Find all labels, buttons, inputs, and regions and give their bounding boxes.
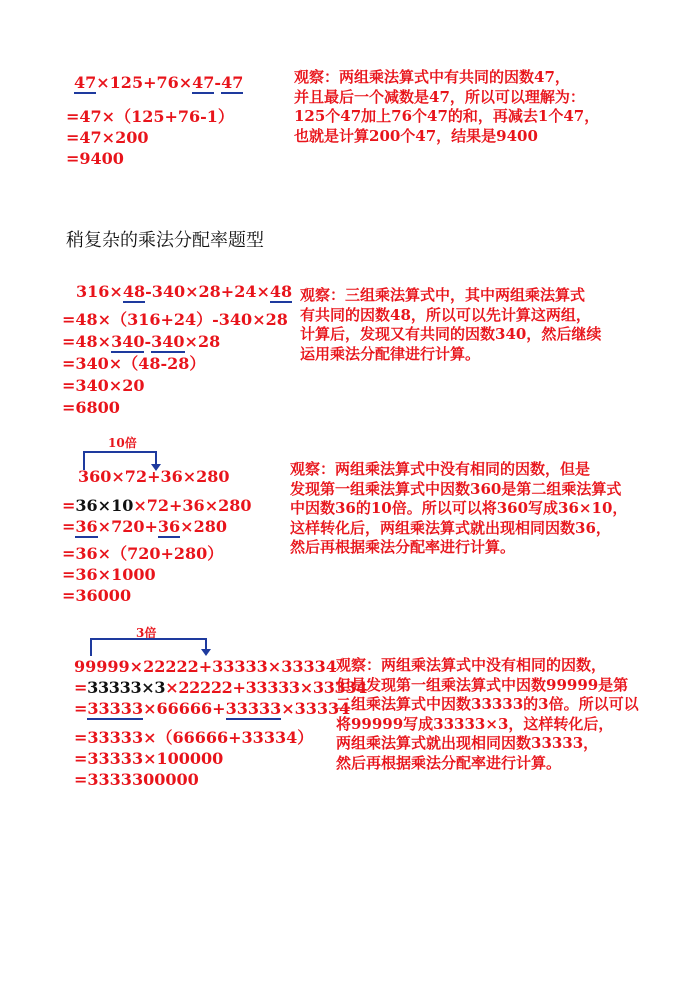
bracket-arrow-icon [88, 634, 214, 658]
note-line: 观察：三组乘法算式中，其中两组乘法算式 [300, 286, 586, 304]
note-line: 但是发现第一组乘法算式中因数99999是第 [336, 675, 629, 694]
note-line: 计算后，发现又有共同的因数340，然后继续 [300, 325, 602, 343]
equation-fragment: = [74, 678, 88, 697]
equation-line [62, 331, 220, 353]
underlined-factor: 340 [151, 332, 185, 351]
underlined-factor: 47 [221, 73, 244, 92]
equation-fragment: ×22222+33333×33334 [165, 678, 368, 697]
note-line: 然后再根据乘法分配率进行计算。 [290, 538, 516, 556]
equation-fragment: ×72+36×280 [133, 496, 252, 515]
note-line: 观察：两组乘法算式中没有相同的因数，但是 [290, 460, 591, 478]
note-line: 二组乘法算式中因数33333的3倍。所以可以 [336, 695, 639, 713]
observation-note [300, 286, 601, 364]
equation-line [62, 516, 227, 538]
note-line: 有共同的因数48，所以可以先计算这两组， [300, 305, 591, 324]
equation-line: =6800 [62, 398, 120, 417]
equation-line: =3333300000 [74, 770, 199, 789]
underlined-factor: 36 [157, 517, 181, 536]
note-line: 观察：两组乘法算式中有共同的因数47， [294, 68, 570, 86]
observation-note [294, 68, 599, 146]
equation-line [74, 677, 367, 698]
equation-fragment: ×10 [97, 496, 134, 515]
equation-fragment: = [74, 699, 88, 718]
equation-fragment: ×33334 [281, 699, 351, 718]
equation-line: =340×（48-28） [62, 354, 206, 373]
underlined-factor: 48 [269, 282, 293, 301]
equation-fragment: ×125+76× [96, 73, 193, 92]
equation-line: =36×1000 [62, 565, 156, 584]
equation-fragment: -340×28+24× [145, 282, 270, 301]
equation-fragment: ×280 [180, 517, 227, 536]
equation-line: 360×72+36×280 [78, 467, 230, 486]
note-line: 这样转化后，两组乘法算式就出现相同因数36， [290, 518, 611, 537]
section-heading: 稍复杂的乘法分配率题型 [66, 230, 264, 251]
arrow-label: 3倍 [136, 626, 157, 640]
equation-fragment: 33333×3 [87, 678, 166, 697]
underlined-factor: 47 [74, 73, 97, 92]
underlined-factor: 48 [122, 282, 146, 301]
note-line: 125个47加上76个47的和，再减去1个47， [294, 107, 600, 125]
observation-note [290, 460, 627, 558]
equation-fragment: 316× [76, 282, 123, 301]
note-line: 中因数36的10倍。所以可以将360写成36×10， [290, 499, 628, 517]
note-line: 两组乘法算式就出现相同因数33333， [336, 734, 599, 752]
equation-line: =36×（720+280） [62, 544, 224, 563]
equation-line: =47×（125+76-1） [66, 107, 234, 126]
equation-fragment: ×66666+ [143, 699, 226, 718]
note-line: 观察：两组乘法算式中没有相同的因数， [336, 656, 607, 674]
equation-line [74, 72, 243, 94]
arrow-label: 10倍 [108, 436, 137, 450]
underlined-factor: 340 [111, 332, 145, 351]
underlined-factor: 36 [75, 517, 98, 536]
equation-line: =47×200 [66, 128, 149, 147]
equation-fragment: ×28 [184, 332, 221, 351]
equation-fragment: = [62, 517, 76, 536]
equation-fragment: ×720+ [97, 517, 158, 536]
equation-fragment: =48× [62, 332, 112, 351]
underlined-factor: 33333 [225, 699, 282, 718]
underlined-factor: 33333 [87, 699, 144, 718]
equation-fragment: - [214, 73, 222, 92]
observation-note [336, 656, 639, 773]
note-line: 发现第一组乘法算式中因数360是第二组乘法算式 [290, 479, 622, 498]
equation-line: =33333×100000 [74, 749, 224, 768]
equation-fragment: - [144, 332, 152, 351]
note-line: 然后再根据乘法分配率进行计算。 [336, 753, 562, 772]
note-line: 并且最后一个减数是47，所以可以理解为： [294, 87, 585, 106]
equation-line: =36000 [62, 586, 132, 605]
equation-line [74, 698, 350, 720]
equation-line [76, 281, 292, 303]
equation-line: =9400 [66, 149, 124, 168]
equation-line [62, 495, 252, 516]
equation-line: =340×20 [62, 376, 145, 395]
equation-line: 99999×22222+33333×33334 [74, 657, 337, 676]
equation-line: =48×（316+24）-340×28 [62, 310, 288, 329]
note-line: 将99999写成33333×3，这样转化后， [336, 714, 614, 733]
equation-fragment: = [62, 496, 76, 515]
equation-line: =33333×（66666+33334） [74, 728, 314, 747]
equation-fragment: 36 [75, 496, 98, 515]
note-line: 运用乘法分配律进行计算。 [300, 344, 481, 363]
note-line: 也就是计算200个47，结果是9400 [294, 126, 538, 145]
underlined-factor: 47 [192, 73, 215, 92]
